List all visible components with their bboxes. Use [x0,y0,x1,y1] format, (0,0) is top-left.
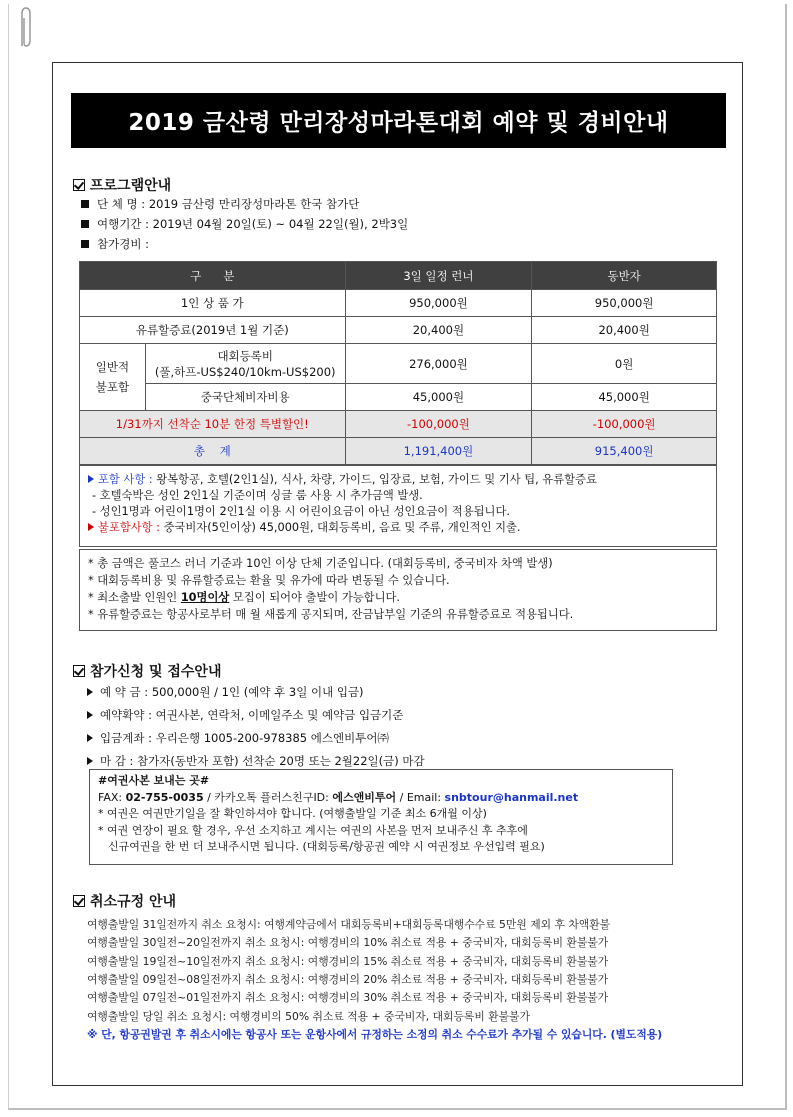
confirmation-info: 예약확약 : 여권사본, 연락처, 이메일주소 및 예약금 입금기준 [100,708,404,722]
runner-value: 950,000원 [345,290,532,317]
email-link[interactable]: snbtour@hanmail.net [444,790,579,804]
passport-note: * 여권 연장이 필요 할 경우, 우선 소지하고 계시는 여권의 사본을 먼저 보내주신 후 추후에 [98,823,528,837]
program-travel-period: 여행기간 : 2019년 04월 20일(토) ~ 04월 22일(월), 2박3일 [97,217,409,231]
inclusions-box [79,465,717,547]
paperclip-icon [18,6,32,50]
table-row [80,290,717,317]
square-bullet-icon [81,220,89,228]
row-label: 1/31까지 선착순 10분 한정 특별할인! [80,411,346,438]
note-line: * 총 금액은 풀코스 러너 기준과 10인 이상 단체 기준입니다. (대회등록비, 중국비자 차액 발생) [88,557,553,570]
fax-label: FAX: [98,790,126,804]
cancellation-line: 여행출발일 09일전~08일전까지 취소 요청시: 여행경비의 20% 취소료 적용 + 중국비자, 대회등록비 환불불가 [87,973,609,986]
row-label: 유류할증료(2019년 1월 기준) [80,317,346,344]
note-emphasis: 10명이상 [180,591,230,604]
passport-note: * 여권은 여권만기일을 잘 확인하셔야 합니다. (여행출발일 기준 최소 6개월 이상) [98,807,487,820]
companion-value: 0원 [532,344,717,384]
companion-value: 20,400원 [532,317,717,344]
table-row [80,317,717,344]
document-page [52,62,743,1086]
header-companion: 동반자 [532,262,717,290]
note-line [88,589,708,606]
table-row-total [80,438,717,465]
table-row-discount [80,411,717,438]
excluded-group-label: 일반적 불포함 [80,344,146,411]
excluded-text: 중국비자(5인이상) 45,000원, 대회등록비, 음료 및 주류, 개인적인 지출. [163,521,521,534]
kakao-label: / 카카오톡 플러스친구ID: [203,790,333,804]
program-heading [73,175,171,195]
notes-box [79,549,717,631]
excluded-line [88,520,708,536]
triangle-bullet-icon [87,757,93,765]
runner-value: 276,000원 [345,344,532,384]
cancellation-line: 여행출발일 07일전~01일전까지 취소 요청시: 여행경비의 30% 취소료 적용 + 중국비자, 대회등록비 환불불가 [87,991,609,1004]
triangle-bullet-icon [87,734,93,742]
registration-label: 대회등록비 [217,348,273,363]
passport-contact-line [98,790,664,807]
cancellation-line: 여행출발일 31일전까지 취소 요청시: 여행계약금에서 대회등록비+대회등록대행수수료 5만원 제외 후 차액환불 [87,918,611,931]
companion-value: -100,000원 [532,411,717,438]
cancellation-final-note: ※ 단, 항공권발권 후 취소시에는 항공사 또는 운항사에서 규정하는 소정의 취소 수수료가 추가될 수 있습니다. (별도적용) [87,1028,663,1041]
triangle-bullet-icon [88,475,94,483]
row-label: 1인 상 품 가 [80,290,346,317]
note-line: * 대회등록비용 및 유류할증료는 환율 및 유가에 따라 변동될 수 있습니다. [88,574,450,587]
runner-value: 20,400원 [345,317,532,344]
checkbox-icon [73,665,85,677]
excluded-label: 불포함사항 : [98,521,160,534]
included-text: 왕복항공, 호텔(2인1실), 식사, 차량, 가이드, 입장료, 보험, 가이드 및 기사 팁, 유류할증료 [156,473,597,486]
note-text: 모집이 되어야 출발이 가능합니다. [229,591,401,604]
inclusion-note: - 호텔숙박은 성인 2인1실 기준이며 싱글 룸 사용 시 추가금액 발생. [92,489,423,502]
inclusion-note: - 성인1명과 어린이1명이 2인1실 이용 시 어린이요금이 아닌 성인요금이 적용됩니다. [92,505,510,518]
table-row [80,344,717,384]
checkbox-icon [73,179,85,191]
note-text: * 최소출발 인원인 [88,591,181,604]
runner-value: -100,000원 [345,411,532,438]
row-label: 총 계 [80,438,346,465]
included-label: 포함 사항 : [98,473,153,486]
email-label: / Email: [396,790,445,804]
note-line: * 유류할증료는 항공사로부터 매 월 새롭게 공지되며, 잔금납부일 기준의 유류할증료로 적용됩니다. [88,608,574,621]
program-line-period [81,216,408,232]
cancellation-line: 여행출발일 당일 취소 요청시: 여행경비의 50% 취소료 적용 + 중국비자, 대회등록비 환불불가 [87,1010,530,1023]
companion-value: 950,000원 [532,290,717,317]
triangle-bullet-icon [87,711,93,719]
application-heading-text: 참가신청 및 접수안내 [90,664,222,680]
cancellation-heading [73,891,176,911]
row-label [145,344,345,384]
passport-note: 신규여권을 한 번 더 보내주시면 됩니다. (대회등록/항공권 예약 시 여권정보 우선입력 필요) [108,840,545,853]
square-bullet-icon [81,200,89,208]
header-category: 구 분 [80,262,346,290]
deadline-info: 마 감 : 참가자(동반자 포함) 선착순 20명 또는 2월22일(금) 마감 [100,754,425,768]
cancellation-line: 여행출발일 19일전~10일전까지 취소 요청시: 여행경비의 15% 취소료 적용 + 중국비자, 대회등록비 환불불가 [87,955,609,968]
program-line-fee [81,236,149,252]
cancellation-line: 여행출발일 30일전~20일전까지 취소 요청시: 여행경비의 10% 취소료 적용 + 중국비자, 대회등록비 환불불가 [87,936,609,949]
square-bullet-icon [81,240,89,248]
program-line-group [81,196,359,212]
application-line [87,753,425,769]
fax-number: 02-755-0035 [125,790,204,804]
row-label: 중국단체비자비용 [145,384,345,411]
program-heading-text: 프로그램안내 [90,178,172,194]
runner-value: 45,000원 [345,384,532,411]
passport-title: #여권사본 보내는 곳# [98,774,210,787]
application-line [87,684,364,700]
bank-account-info: 입금계좌 : 우리은행 1005-200-978385 에스엔비투어㈜ [100,731,389,745]
companion-value: 45,000원 [532,384,717,411]
registration-sublabel: (풀,하프-US$240/10km-US$200) [154,364,336,379]
included-line [88,472,708,488]
triangle-bullet-icon [88,523,94,531]
passport-box [89,769,673,865]
fees-table [79,261,717,465]
fees-header-row [80,262,717,290]
table-row [80,384,717,411]
kakao-id: 에스앤비투어 [332,790,397,804]
program-group-name: 단 체 명 : 2019 금산령 만리장성마라톤 한국 참가단 [97,197,360,211]
deposit-info: 예 약 금 : 500,000원 / 1인 (예약 후 3일 이내 입금) [100,685,364,699]
header-runner: 3일 일정 런너 [345,262,532,290]
companion-value: 915,400원 [532,438,717,465]
application-heading [73,661,221,681]
runner-value: 1,191,400원 [345,438,532,465]
triangle-bullet-icon [87,688,93,696]
cancellation-heading-text: 취소규정 안내 [90,894,177,910]
application-line [87,707,403,723]
application-line [87,730,389,746]
page-title: 2019 금산령 만리장성마라톤대회 예약 및 경비안내 [71,93,726,148]
checkbox-icon [73,895,85,907]
program-fee-label: 참가경비 : [97,237,149,251]
